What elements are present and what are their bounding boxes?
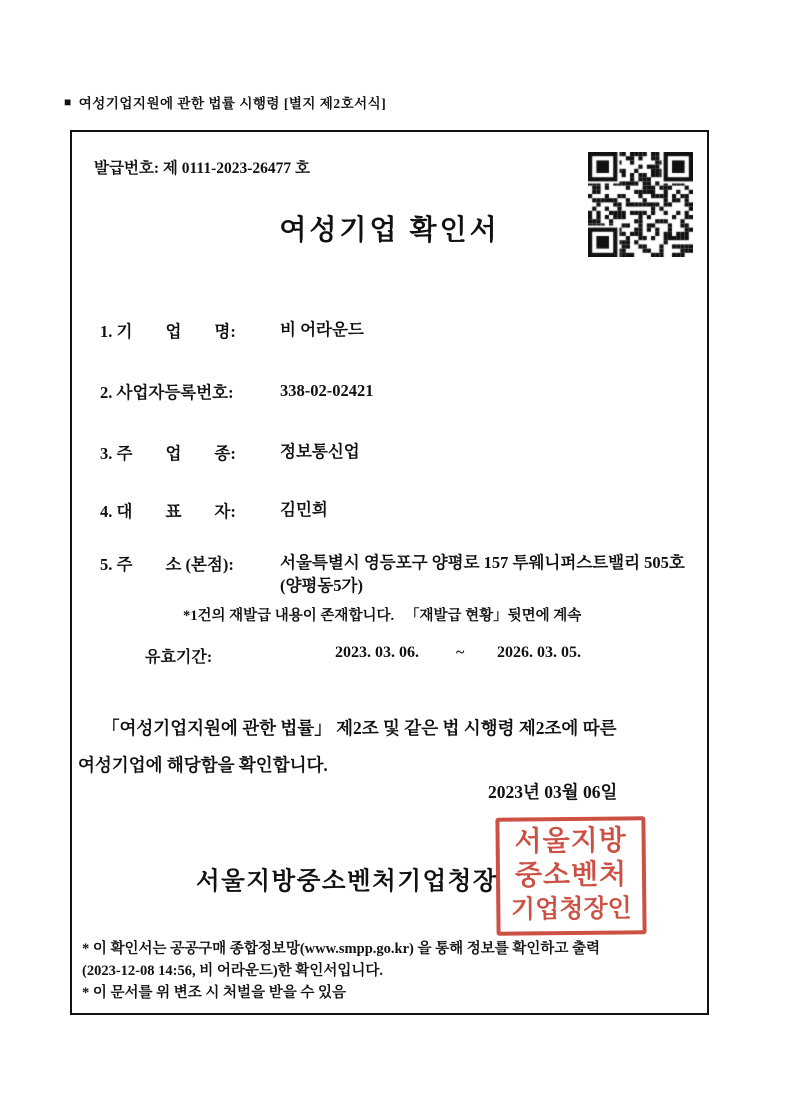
- page-title: 여성기업 확인서: [279, 215, 500, 246]
- confirmation-statement: [78, 710, 658, 784]
- statement-line-2: 여성기업에 해당함을 확인합니다.: [78, 755, 328, 775]
- field-label: 5. 주 소 (본점):: [100, 555, 234, 574]
- stamp-line-2: 중소벤처: [514, 859, 628, 892]
- official-seal-stamp: [495, 816, 646, 936]
- field-label: 2. 사업자등록번호:: [100, 383, 234, 402]
- form-reference: [64, 92, 386, 112]
- validity-to-date: 2026. 03. 05.: [497, 644, 581, 661]
- footnote-line: * 이 문서를 위 변조 시 처벌을 받을 수 있음: [82, 985, 346, 1001]
- field-value: 정보통신업: [280, 442, 360, 461]
- field-value: 서울특별시 영등포구 양평로 157 투웨니퍼스트밸리 505호 (양평동5가): [280, 553, 685, 595]
- validity-tilde: ~: [456, 644, 465, 661]
- footnote-line: (2023-12-08 14:56, 비 어라운드)한 확인서입니다.: [82, 963, 383, 979]
- validity-from-date: 2023. 03. 06.: [335, 644, 419, 661]
- field-value: 김민희: [280, 500, 328, 519]
- field-label: 3. 주 업 종:: [100, 444, 236, 463]
- footnotes: [82, 938, 692, 1004]
- footnote-line: * 이 확인서는 공공구매 종합정보망(www.smpp.go.kr) 을 통해 정보를 확인하고 출력: [82, 941, 601, 957]
- field-label: 4. 대 표 자:: [100, 502, 236, 521]
- square-bullet-icon: ■: [64, 95, 72, 109]
- issue-number: 발급번호: 제 0111-2023-26477 호: [94, 160, 310, 177]
- field-label: 1. 기 업 명:: [100, 322, 236, 341]
- stamp-line-3: 기업청장인: [510, 895, 632, 924]
- reissue-note: *1건의 재발급 내용이 존재합니다. 「재발급 현황」뒷면에 계속: [183, 608, 582, 624]
- issuing-authority: 서울지방중소벤처기업청장: [196, 868, 499, 895]
- field-value: 338-02-02421: [280, 381, 374, 400]
- field-value: 비 어라운드: [280, 320, 364, 339]
- validity-label: 유효기간:: [145, 649, 213, 666]
- form-reference-text: 여성기업지원에 관한 법률 시행령 [별지 제2호서식]: [78, 96, 387, 111]
- stamp-line-1: 서울지방: [514, 825, 627, 858]
- issue-date: 2023년 03월 06일: [488, 782, 618, 802]
- statement-line-1: 「여성기업지원에 관한 법률」 제2조 및 같은 법 시행령 제2조에 따른: [102, 718, 617, 738]
